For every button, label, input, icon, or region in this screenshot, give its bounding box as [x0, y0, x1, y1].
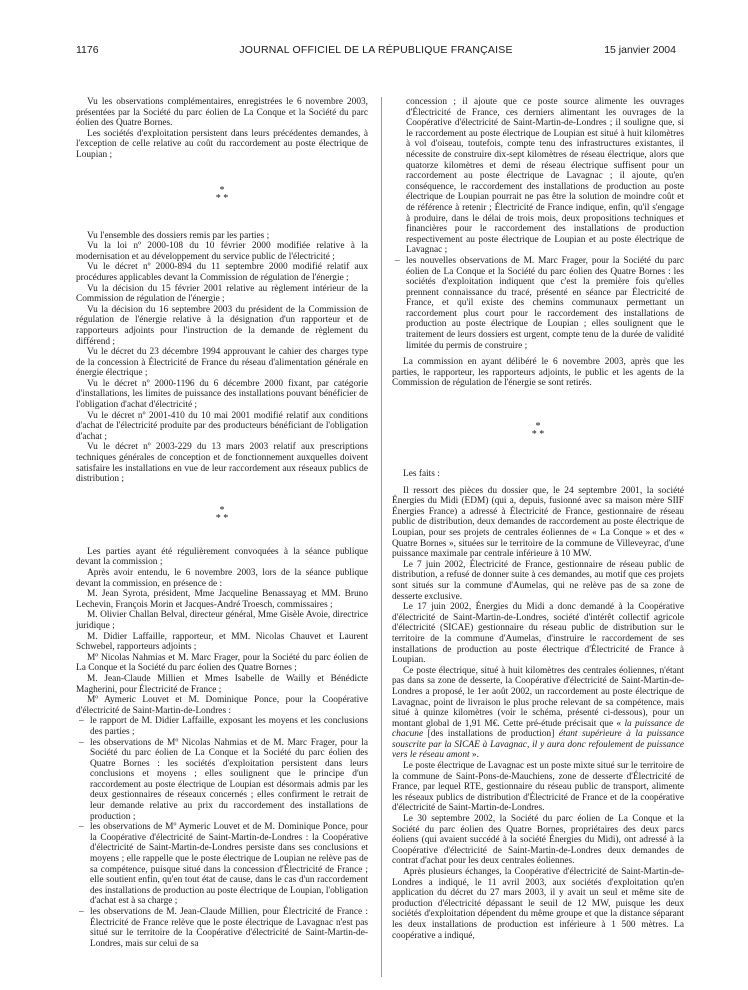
section-separator: * * * [215, 184, 229, 204]
attendee-paragraph: M. Jean Syrota, président, Mme Jacqueline Benassayag et MM. Bruno Lechevin, François Morin et Jacques-André Troesch, commissaires ; [76, 589, 368, 610]
paragraph: Le 30 septembre 2002, la Société du parc éolien de La Conque et la Société du parc éolien des Quatre Bornes, propriétaires des deux parcs éoliens (qui avaient succédé à la société Énergies du Midi), ont adressé à la Coopérative d'électricité de Saint-Martin-de-Londres deux demandes de contrat d'achat pour les deux centrales éoliennes. [392, 814, 684, 867]
visa-paragraph: Vu le décret du 23 décembre 1994 approuvant le cahier des charges type de la concession à Électricité de France du réseau d'alimentation générale en énergie électrique ; [76, 347, 368, 379]
visa-paragraph: Vu l'ensemble des dossiers remis par les parties ; [87, 230, 270, 241]
visa-paragraph: Vu le décret nº 2001-410 du 10 mai 2001 modifié relatif aux conditions d'achat de l'électricité produite par des producteurs bénéficiant de l'obligation d'achat ; [76, 410, 368, 442]
journal-title: JOURNAL OFFICIEL DE LA RÉPUBLIQUE FRANÇAISE [239, 44, 513, 56]
paragraph: Ce poste électrique, situé à huit kilomètres des centrales éoliennes, n'étant pas dans sa zone de desserte, la Coopérative d'électricité de Saint-Martin-de-Londres a proposé, le 1er août 2002, un raccordement au poste électrique de Lavagnac, point de livraison le plus proche relevant de sa compétence, mais situé à quinze kilomètres (voir le schéma, présenté ci-dessous), pour un montant global de 1,91 M€. Cette pré-étude précisait que « la puissance de chacune [des installations de production] étant supérieure à la puissance souscrite par la SICAE à Lavagnac, il y aura donc refoulement de puissance vers le réseau amont ». [392, 665, 685, 761]
observations-list [76, 716, 368, 949]
visa-paragraph: Vu la décision du 16 septembre 2003 du président de la Commission de régulation de l'énergie relative à la désignation d'un rapporteur et de rapporteurs adjoints pour l'instruction de la demande de règlement du différend ; [76, 304, 368, 347]
attendee-paragraph: M. Olivier Challan Belval, directeur général, Mme Gisèle Avoie, directrice juridique ; [76, 610, 368, 631]
page-header [76, 44, 676, 58]
paragraph: Après plusieurs échanges, la Coopérative d'électricité de Saint-Martin-de-Londres a indiqué, le 11 avril 2003, aux sociétés d'exploitation qu'en application du décret du 27 mars 2003, il y avait un seul et même site de production d'électricité dépassant le seuil de 12 MW, puisque les deux sociétés d'exploitation dépendent du même groupe et que la distance séparant les deux installations de production est inférieure à 1 500 mètres. La coopérative a indiqué, [392, 867, 684, 941]
column-divider [381, 97, 382, 977]
section-heading: Les faits : [403, 469, 440, 480]
left-column [76, 97, 368, 949]
paragraph: Le poste électrique de Lavagnac est un poste mixte situé sur le territoire de la commune de Saint-Pons-de-Mauchiens, zone de desserte d'Électricité de France, par lequel RTE, gestionnaire du réseau public de transport, alimente les réseaux publics de distribution d'Électricité de France et de la coopérative d'électricité de Saint-Martin-de-Londres. [392, 761, 684, 814]
issue-date: 15 janvier 2004 [604, 44, 676, 56]
list-item-continuation: concession ; il ajoute que ce poste source alimente les ouvrages d'Électricité de France, ces derniers alimentant les ouvrages de la Coopérative d'électricité de Saint-Martin-de-Londres ; il souligne que, si le raccordement au poste électrique de Loupian est situé à huit kilomètres à vol d'oiseau, toutefois, compte tenu des infrastructures existantes, il nécessite de construire dix-sept kilomètres de réseau électrique, alors que quatorze kilomètres et demi de réseau électrique suffisent pour un raccordement au poste électrique de Lavagnac ; il ajoute, qu'en conséquence, le raccordement des installations de production au poste électrique de Loupian pourrait ne pas être la solution de moindre coût et de référence à retenir ; Électricité de France indique, enfin, qu'il s'engage à produire, dans le délai de trois mois, deux propositions techniques et financières pour le raccordement des installations de production respectivement au poste électrique de Loupian et au poste électrique de Lavagnac ; [406, 97, 684, 256]
list-item: – les observations de M. Jean-Claude Millien, pour Électricité de France : Électricité de France relève que le poste électrique de Lavagnac n'est pas situé sur le territoire de la Coopérative d'électricité de Saint-Martin-de-Londres, mais sur celui de sa [79, 907, 368, 949]
paragraph: Après avoir entendu, le 6 novembre 2003, lors de la séance publique devant la commission, en présence de : [76, 568, 368, 589]
attendee-paragraph: Mº Nicolas Nahmias et M. Marc Frager, pour la Société du parc éolien de La Conque et la Société du parc éolien des Quatre Bornes ; [76, 652, 368, 674]
attendee-paragraph: M. Jean-Claude Millien et Mmes Isabelle de Wailly et Bénédicte Magherini, pour Électricité de France ; [76, 673, 368, 695]
observations-list [392, 256, 684, 351]
visa-paragraph: Vu la loi nº 2000-108 du 10 février 2000 modifiée relative à la modernisation et au développement du service public de l'électricité ; [76, 241, 368, 262]
list-item: – les observations de Mº Nicolas Nahmias et de M. Marc Frager, pour la Société du parc éolien de La Conque et la Société du parc éolien des Quatre Bornes : les sociétés d'exploitation persistent dans leurs conclusions et moyens ; elles soulignent que le principe d'un raccordement au poste électrique de Loupian est désormais admis par les deux gestionnaires de réseaux concernés ; elles confirment le retrait de leur demande relative au prix du raccordement des installations de production ; [79, 737, 368, 822]
attendee-paragraph: Mº Aymeric Louvet et M. Dominique Ponce, pour la Coopérative d'électricité de Saint-Martin-de-Londres : [76, 695, 368, 716]
list-item: – les observations de Mº Aymeric Louvet et de M. Dominique Ponce, pour la Coopérative d'électricité de Saint-Martin-de-Londres : la Coopérative d'électricité de Saint-Martin-de-Londres persiste dans ses conclusions et moyens ; elle rappelle que le poste électrique de Loupian ne relève pas de sa compétence, puisque situé dans la concession d'Électricité de France ; elle soutient enfin, qu'en tout état de cause, dans le cas d'un raccordement des installations de production au poste électrique de Loupian, l'obligation d'achat est à sa charge ; [79, 822, 368, 907]
visa-paragraph: Vu le décret nº 2003-229 du 13 mars 2003 relatif aux prescriptions techniques générales de conception et de fonctionnement auxquelles doivent satisfaire les installations en vue de leur raccordement aux réseaux publics de distribution ; [76, 442, 368, 485]
section-separator: * * * [531, 421, 545, 441]
visa-paragraph: Vu le décret nº 2000-894 du 11 septembre 2000 modifié relatif aux procédures applicables devant la Commission de régulation de l'énergie ; [76, 262, 368, 283]
visa-paragraph: Vu la décision du 15 février 2001 relative au règlement intérieur de la Commission de régulation de l'énergie ; [76, 283, 368, 305]
page-number: 1176 [76, 44, 99, 56]
paragraph: Il ressort des pièces du dossier que, le 24 septembre 2001, la société Énergies du Midi (EDM) (qui a, depuis, fusionné avec sa maison mère SIIF Énergies France) a adressé à Électricité de France, gestionnaire de réseau public de distribution, deux demandes de raccordement au poste électrique de Loupian, pour ses projets de centrales éoliennes de « La Conque » et des « Quatre Bornes », situées sur le territoire de la commune de Villeveyrac, d'une puissance maximale par centrale inférieure à 10 MW. [392, 485, 684, 560]
list-item: – le rapport de M. Didier Laffaille, exposant les moyens et les conclusions des parties ; [79, 716, 368, 737]
right-column [392, 97, 684, 941]
paragraph: La commission en ayant délibéré le 6 novembre 2003, après que les parties, le rapporteur, les rapporteurs adjoints, le public et les agents de la Commission de régulation de l'énergie se sont retirés. [392, 357, 684, 389]
section-separator: * * * [215, 504, 229, 524]
paragraph: Vu les observations complémentaires, enregistrées le 6 novembre 2003, présentées par la Société du parc éolien de La Conque et la Société du parc éolien des Quatre Bornes. [76, 97, 368, 129]
paragraph: Le 7 juin 2002, Électricité de France, gestionnaire de réseau public de distribution, a refusé de donner suite à ces demandes, au motif que ces projets sont situés sur la commune d'Aumelas, qui ne relève pas de sa zone de desserte exclusive. [392, 559, 684, 602]
list-item: – les nouvelles observations de M. Marc Frager, pour la Société du parc éolien de La Conque et la Société du parc éolien des Quatre Bornes : les sociétés d'exploitation indiquent que c'est la première fois qu'elles prennent connaissance du tracé, présenté en séance par Électricité de France, et qu'il existe des chemins communaux permettant un raccordement plus court pour le raccordement des installations de production au poste électrique de Loupian ; elles soulignent que le traitement de leurs dossiers est urgent, compte tenu de la durée de validité limitée du permis de construire ; [395, 255, 684, 351]
paragraph: Le 17 juin 2002, Énergies du Midi a donc demandé à la Coopérative d'électricité de Saint-Martin-de-Londres, société d'intérêt collectif agricole d'électricité (SICAE) gestionnaire du réseau public de distribution sur le territoire de la commune d'Aumelas, d'instruire le raccordement de ses installations de production au poste électrique d'Électricité de France à Loupian. [392, 602, 684, 666]
visa-paragraph: Vu le décret nº 2000-1196 du 6 décembre 2000 fixant, par catégorie d'installations, les limites de puissance des installations pouvant bénéficier de l'obligation d'achat d'électricité ; [76, 378, 368, 411]
attendee-paragraph: M. Didier Laffaille, rapporteur, et MM. Nicolas Chauvet et Laurent Schwebel, rapporteurs adjoints ; [76, 631, 368, 653]
paragraph: Les parties ayant été régulièrement convoquées à la séance publique devant la commission ; [76, 546, 368, 568]
paragraph: Les sociétés d'exploitation persistent dans leurs précédentes demandes, à l'exception de celle relative au coût du raccordement au poste électrique de Loupian ; [76, 128, 368, 160]
